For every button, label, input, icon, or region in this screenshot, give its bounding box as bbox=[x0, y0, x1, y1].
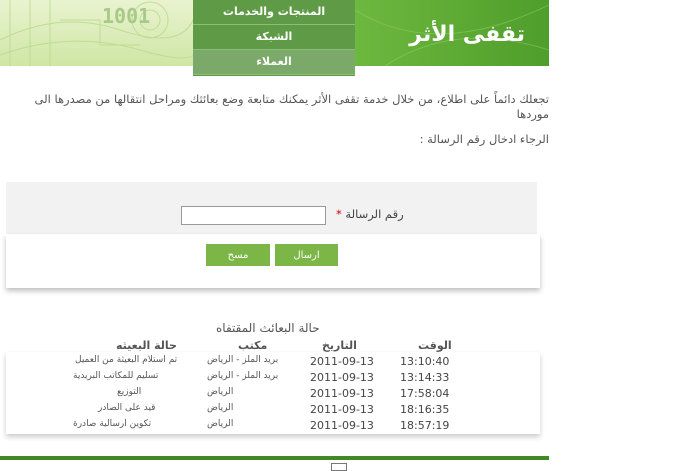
header-title-area bbox=[355, 0, 549, 66]
table-row-3-time: 17:58:04 bbox=[400, 387, 450, 400]
table-row-3-date: 2011-09-13 bbox=[310, 387, 374, 400]
table-row-5-office: الرياض bbox=[207, 419, 234, 429]
table-row-4-time: 18:16:35 bbox=[400, 403, 450, 416]
form-button-area bbox=[6, 234, 540, 288]
table-row-2-time: 13:14:33 bbox=[400, 371, 450, 384]
table-row-5-status: تكوين ارسالية صادرة bbox=[73, 419, 152, 429]
footer-checkbox[interactable] bbox=[331, 463, 347, 471]
circuit-pattern-graphic bbox=[0, 0, 193, 66]
nav-item-products-services[interactable]: المنتجات والخدمات bbox=[193, 0, 355, 25]
column-header-office: مكتب bbox=[238, 339, 268, 352]
table-row-3-status: التوزيع bbox=[117, 387, 142, 397]
message-number-label-text: رقم الرسالة bbox=[345, 207, 404, 221]
table-row-1-time: 13:10:40 bbox=[400, 355, 450, 368]
table-row-4-date: 2011-09-13 bbox=[310, 403, 374, 416]
table-row-1-office: بريد الملز - الرياض bbox=[207, 355, 279, 365]
table-row-5-time: 18:57:19 bbox=[400, 419, 450, 432]
required-mark: * bbox=[336, 207, 342, 221]
table-row-4-status: قيد على الصادر bbox=[98, 403, 156, 413]
table-row-2-date: 2011-09-13 bbox=[310, 371, 374, 384]
message-number-label bbox=[336, 207, 404, 221]
send-button[interactable]: ارسال bbox=[275, 244, 338, 266]
main-navigation bbox=[193, 0, 355, 76]
table-row-1-status: تم استلام البعيثة من العميل bbox=[75, 355, 178, 365]
tracking-table-title: حالة البعائث المقتفاه bbox=[216, 321, 320, 335]
page-title: تقفى الأثر bbox=[409, 22, 525, 47]
header-banner-graphic bbox=[0, 0, 193, 66]
message-number-prompt: الرجاء ادخال رقم الرسالة : bbox=[419, 132, 549, 146]
clear-button[interactable]: مسح bbox=[206, 244, 270, 266]
footer-bar bbox=[0, 456, 549, 460]
table-row-5-date: 2011-09-13 bbox=[310, 419, 374, 432]
table-row-3-office: الرياض bbox=[207, 387, 234, 397]
column-header-status: حالة البعيثه bbox=[116, 339, 177, 352]
banner-number: 1001 bbox=[102, 4, 151, 28]
column-header-time: الوقت bbox=[418, 339, 452, 352]
table-row-1-date: 2011-09-13 bbox=[310, 355, 374, 368]
table-row-2-status: تسليم للمكاتب البريدية bbox=[73, 371, 159, 381]
intro-text: تجعلك دائماً على اطلاع، من خلال خدمة تقفى الأثر يمكنك متابعة وضع بعائثك ومراحل انتقالها من مصدرها الى موردها bbox=[34, 92, 549, 121]
nav-item-network[interactable]: الشبكة bbox=[193, 25, 355, 50]
table-row-4-office: الرياض bbox=[207, 403, 234, 413]
message-number-input[interactable] bbox=[181, 206, 326, 225]
nav-item-customers[interactable]: العملاء bbox=[193, 50, 355, 75]
table-row-2-office: بريد الملز - الرياض bbox=[207, 371, 279, 381]
column-header-date: التاريخ bbox=[322, 339, 357, 352]
